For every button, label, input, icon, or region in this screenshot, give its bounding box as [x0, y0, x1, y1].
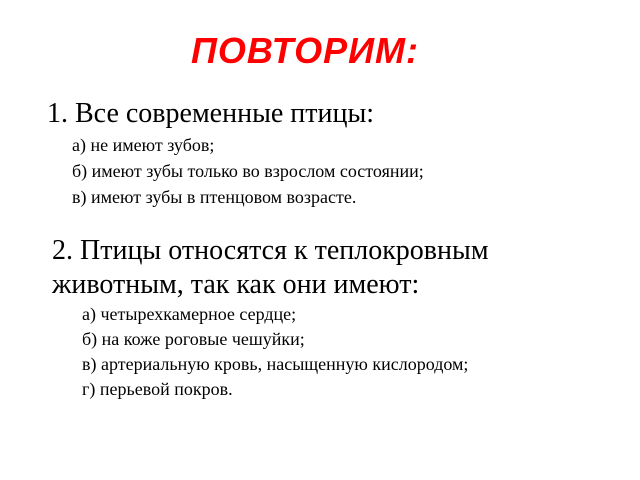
question-1: 1. Все современные птицы:: [47, 98, 375, 129]
question-2-line-2: животным, так как они имеют:: [52, 269, 420, 300]
slide-title: ПОВТОРИМ:: [190, 30, 420, 71]
question-2-option-a: а) четырехкамерное сердце;: [82, 304, 297, 324]
question-1-options: [72, 132, 424, 210]
question-2: [52, 234, 612, 302]
question-2-options: [82, 302, 468, 402]
question-2-option-c: в) артериальную кровь, насыщенную кислородом;: [82, 354, 469, 374]
question-1-option-a: а) не имеют зубов;: [72, 135, 215, 155]
question-2-option-d: г) перьевой покров.: [82, 379, 233, 399]
question-1-option-b: б) имеют зубы только во взрослом состоянии;: [72, 161, 424, 181]
question-1-option-c: в) имеют зубы в птенцовом возрасте.: [72, 187, 357, 207]
question-2-line-1: 2. Птицы относятся к теплокровным: [52, 235, 489, 266]
question-2-option-b: б) на коже роговые чешуйки;: [82, 329, 305, 349]
